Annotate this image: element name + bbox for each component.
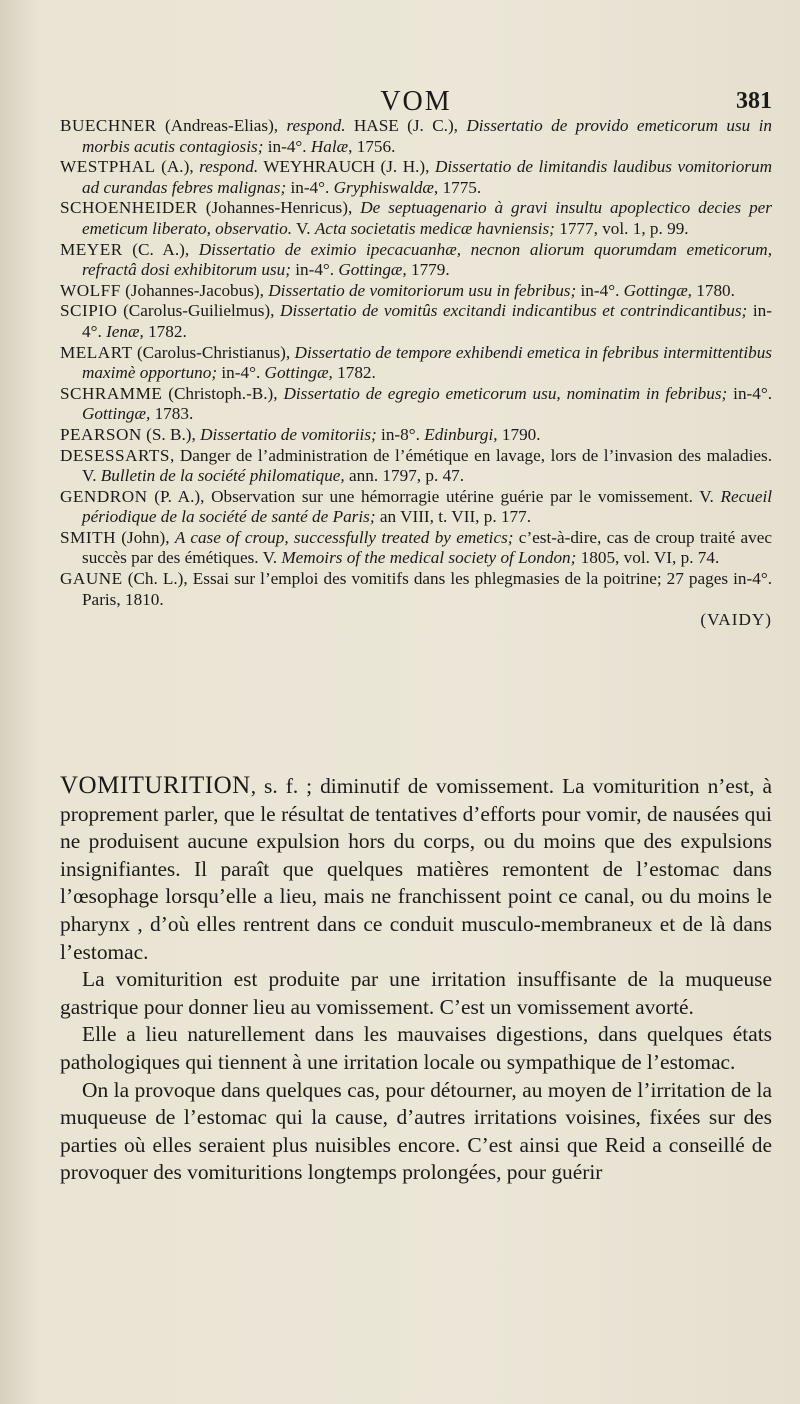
entry-author: SCIPIO — [60, 301, 118, 321]
entry-title: Dissertatio de provido emeticorum usu in morbis acutis contagiosis; — [82, 116, 772, 156]
entry-author: WESTPHAL — [60, 157, 156, 177]
entry-title: Bulletin de la société philomatique, — [100, 466, 345, 486]
entry-text: in-4°. — [727, 383, 773, 403]
entry-author: SCHOENHEIDER — [60, 198, 198, 218]
article-body — [60, 772, 772, 1187]
entry-title: Gottingæ, — [623, 280, 692, 300]
entry-title: Recueil périodique de la société de santé de Paris; — [82, 486, 772, 527]
entry-title: De septuagenario à gravi insultu apoplectico decies per emeticum liberato, observatio. — [82, 198, 772, 238]
entry-author: SMITH — [60, 527, 116, 547]
bibliography-entry — [60, 240, 772, 281]
entry-place: Gryphiswaldæ — [333, 177, 434, 197]
entry-text: an VIII, t. VII, p. 177. — [375, 507, 532, 527]
entry-title: Dissertatio de vomitoriis; — [200, 424, 377, 444]
entry-author: GAUNE — [60, 569, 123, 589]
entry-text: V. — [292, 218, 315, 238]
entry-text: , 1775. — [433, 177, 482, 197]
entry-title: Acta societatis medicæ havniensis; — [314, 218, 555, 238]
entry-text: in-4°. — [290, 260, 339, 280]
entry-text: 1783. — [150, 404, 194, 424]
entry-text: (Johannes-Henricus), — [197, 198, 361, 218]
entry-text: (C. A.), — [122, 239, 199, 259]
page-header — [60, 86, 772, 118]
entry-title: Gottingæ, — [338, 260, 407, 280]
entry-title: respond. — [286, 116, 346, 135]
entry-title: Dissertatio de eximio ipecacuanhæ, necnon aliorum quorumdam emeticorum, refractâ dosi exhibitorum usu; — [82, 239, 772, 280]
entry-text: (A.), — [155, 157, 200, 177]
running-head: VOM — [380, 86, 452, 117]
entry-text: (Christoph.-B.), — [162, 383, 284, 403]
bibliography-entry — [60, 569, 772, 610]
bibliography-entry — [60, 487, 772, 528]
entry-title: Dissertatio de vomitûs excitandi indicantibus et contrindicantibus; — [280, 301, 748, 321]
entry-text: (S. B.), — [141, 424, 201, 444]
headword: VOMITURITION — [60, 772, 251, 799]
bibliography-entry — [60, 281, 772, 302]
bibliography-entry — [60, 528, 772, 569]
entry-title: Dissertatio de vomitoriorum usu in febribus; — [268, 280, 577, 300]
entry-place: Halæ — [310, 136, 349, 156]
entry-text: in-4°. — [286, 177, 334, 197]
article-paragraph: Elle a lieu naturellement dans les mauvaises digestions, dans quelques états pathologiques qui tiennent à une irritation locale ou sympathique de l’estomac. — [60, 1022, 772, 1074]
entry-author: DESESSARTS — [60, 445, 170, 465]
bibliography-entry — [60, 198, 772, 239]
entry-author: WOLFF — [60, 280, 121, 300]
entry-text: ann. 1797, p. 47. — [344, 466, 465, 486]
entry-text: (P. A.), Observation sur une hémorragie utérine guérie par le vomissement. V. — [147, 486, 721, 506]
bibliography-entry — [60, 301, 772, 342]
entry-title: A case of croup, successfully treated by emetics; — [174, 527, 514, 547]
entry-text: 1777, vol. 1, p. 99. — [554, 218, 689, 238]
entry-text: 1782. — [143, 321, 187, 341]
entry-author: GENDRON — [60, 486, 148, 506]
entry-text: (Carolus-Christianus), — [132, 342, 295, 362]
entry-text: (Johannes-Jacobus), — [120, 280, 269, 300]
entry-text: (Ch. L.), Essai sur l’emploi des vomitifs dans les phlegmasies de la poitrine; 27 pages in-4°. Paris, 1810. — [82, 569, 772, 609]
entry-text: in-4°. — [576, 280, 624, 300]
entry-text: in-4°. — [82, 301, 773, 341]
entry-text: in-4°. — [217, 363, 265, 383]
entry-text: c’est-à-dire, cas de croup traité avec succès par des émétiques. V. — [82, 527, 772, 568]
bibliography-entry — [60, 116, 772, 157]
entry-title: Edinburgi, — [424, 424, 498, 444]
entry-text: 1780. — [691, 280, 735, 300]
entry-author: MELART — [60, 342, 133, 362]
entry-text: 1790. — [497, 424, 541, 444]
entry-author: MEYER — [60, 239, 123, 259]
entry-text: , 1756. — [348, 136, 396, 156]
entry-author: BUECHNER — [60, 116, 157, 135]
entry-title: Dissertatio de egregio emeticorum usu, nominatim in febribus; — [283, 383, 728, 403]
entry-author: PEARSON — [60, 424, 142, 444]
entry-text: HASE (J. C.), — [345, 116, 467, 135]
bibliography-entry — [60, 157, 772, 198]
entry-title: Memoirs of the medical society of London; — [281, 548, 577, 568]
entry-title: Dissertatio de limitandis laudibus vomitoriorum ad curandas febres malignas; — [82, 157, 772, 197]
entry-title: Gottingæ, — [264, 363, 333, 383]
paragraph-text: , s. f. ; diminutif de vomissement. La vomiturition n’est, à proprement parler, que le résultat de tentatives d’efforts pour vomir, de nausées qui ne produisent aucune expulsion hors du corps, ou du moins que des expulsions insignifiantes. Il paraît que quelques matières remontent de l’estomac dans l’œsophage lorsqu’elle a lieu, mais ne franchissent point ce canal, ou du moins le pharynx , d’où elles rentrent dans ce conduit musculo-membraneux et de là dans l’estomac. — [60, 774, 772, 964]
entry-text: 1779. — [406, 260, 450, 280]
entry-author: SCHRAMME — [60, 383, 163, 403]
page-number: 381 — [736, 88, 772, 114]
entry-text: , Danger de l’administration de l’émétique en lavage, lors de l’invasion des maladies. V. — [82, 445, 772, 486]
entry-text: (Carolus-Guilielmus), — [117, 301, 281, 321]
author-signature: (VAIDY) — [700, 610, 772, 630]
entry-text: 1782. — [332, 363, 376, 383]
entry-text: WEYHRAUCH (J. H.), — [258, 157, 435, 177]
entry-title: Gottingæ, — [82, 404, 151, 424]
entry-text: in-8°. — [376, 424, 425, 444]
entry-text: (Andreas-Elias), — [156, 116, 287, 135]
entry-text: 1805, vol. VI, p. 74. — [576, 548, 720, 568]
bibliography-entry — [60, 343, 772, 384]
article-paragraph — [60, 772, 772, 966]
entry-title: respond. — [199, 157, 259, 177]
bibliography-entry — [60, 425, 772, 446]
bibliography — [60, 116, 772, 631]
bibliography-entry — [60, 384, 772, 425]
entry-title: Dissertatio de tempore exhibendi emetica in febribus intermittentibus maximè opportuno; — [82, 342, 772, 383]
entry-text: in-4°. — [263, 136, 311, 156]
article-paragraph: On la provoque dans quelques cas, pour détourner, au moyen de l’irritation de la muqueuse de l’estomac qui la cause, d’autres irritations voisines, fixées sur des parties où elles seraient plus nuisibles encore. C’est ainsi que Reid a conseillé de provoquer des vomituritions longtemps prolongées, pour guérir — [60, 1077, 772, 1185]
bibliography-entry — [60, 446, 772, 487]
entry-title: Ienæ, — [106, 321, 144, 341]
entry-text: (John), — [115, 527, 175, 547]
article-paragraph: La vomiturition est produite par une irritation insuffisante de la muqueuse gastrique pour donner lieu au vomissement. C’est un vomissement avorté. — [60, 967, 772, 1019]
